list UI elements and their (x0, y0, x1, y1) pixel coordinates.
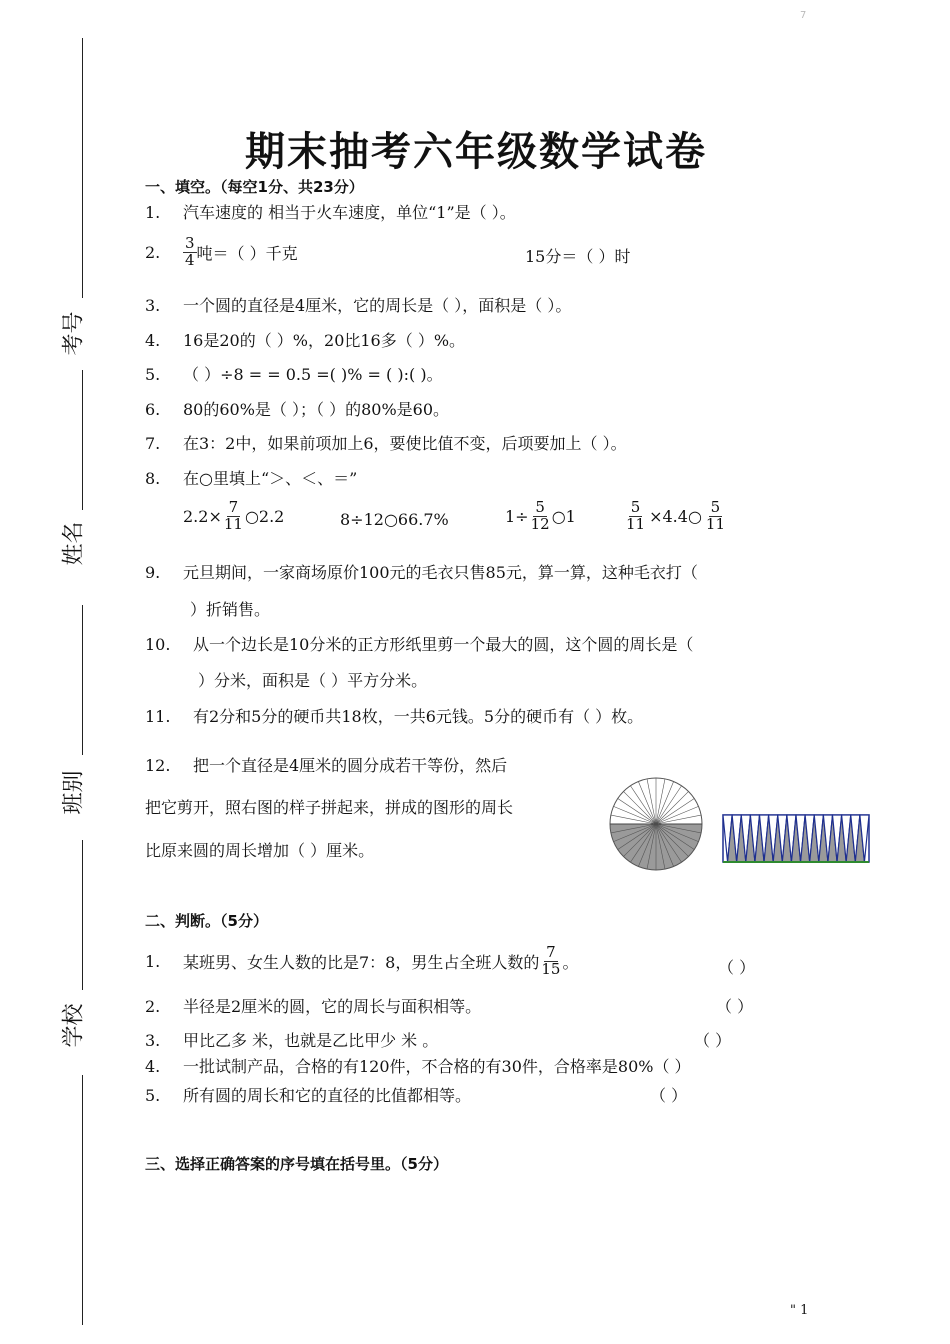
fraction (529, 500, 552, 533)
margin-line (82, 1075, 83, 1325)
compare-expr-1 (183, 500, 284, 533)
fraction (183, 236, 197, 269)
section-heading: 三、选择正确答案的序号填在括号里。（5分） (145, 1155, 448, 1173)
question-7 (145, 431, 627, 454)
denominator: 15 (541, 959, 561, 978)
question-12 (145, 753, 507, 776)
question-number: 1. (145, 203, 161, 222)
fraction (539, 945, 562, 978)
answer-bracket: （ ） (650, 1086, 688, 1105)
answer-bracket: （ ） (716, 997, 754, 1016)
expr-text: ○2.2 (244, 506, 285, 526)
numerator: 7 (546, 943, 556, 961)
question-number: 1. (145, 951, 161, 971)
numerator: 3 (185, 234, 195, 252)
question-10 (145, 632, 693, 655)
question-text: 元旦期间，一家商场原价100元的毛衣只售85元，算一算，这种毛衣打（ (183, 563, 698, 582)
question-number: 6. (145, 400, 161, 419)
school-label: 学校 (61, 1003, 87, 1048)
question-text: 甲比乙多 米，也就是乙比甲少 米 。 (183, 1031, 439, 1050)
question-5 (145, 362, 443, 385)
question-number: 4. (145, 331, 161, 350)
question-text: 把一个直径是4厘米的圆分成若干等份，然后 (193, 756, 508, 775)
question-number: 3. (145, 1031, 161, 1050)
question-number: 2. (145, 997, 161, 1016)
expr-text: ○1 (551, 506, 576, 526)
margin-line (82, 840, 83, 990)
fraction (704, 500, 727, 533)
question-2b: 15分＝（ ）时 (525, 247, 631, 266)
question-number: 5. (145, 1086, 161, 1105)
question-text: 80的60%是（ ）；（ ）的80%是60。 (183, 400, 450, 419)
margin-line (82, 38, 83, 298)
sector-line (656, 791, 689, 824)
question-2 (145, 236, 298, 269)
denominator: 12 (530, 514, 550, 533)
question-11 (145, 704, 643, 727)
expr-text: ×4.4○ (649, 506, 702, 526)
question-number: 7. (145, 434, 161, 453)
denominator: 11 (705, 514, 725, 533)
question-text: 在3：2中，如果前项加上6，要使比值不变，后项要加上（ ）。 (183, 434, 627, 453)
question-12-cont: 比原来圆的周长增加（ ）厘米。 (145, 841, 375, 860)
numerator: 5 (630, 498, 641, 516)
exam-no-label: 考号 (61, 311, 87, 356)
divided-circle-figure (608, 776, 704, 872)
numerator: 5 (710, 498, 721, 516)
question-number: 9. (145, 563, 161, 582)
denominator: 11 (223, 514, 243, 533)
question-text: 一个圆的直径是4厘米，它的周长是（ ），面积是（ ）。 (183, 296, 572, 315)
judge-question-3 (145, 1028, 438, 1051)
question-number: 11. (145, 707, 171, 726)
header-mark: 7 (800, 10, 807, 21)
question-text: 半径是2厘米的圆，它的周长与面积相等。 (183, 997, 482, 1016)
judge-question-4 (145, 1054, 691, 1077)
compare-expr-2: 8÷12○66.7% (340, 510, 449, 529)
expr-text: 1÷ (505, 506, 529, 526)
numerator: 7 (228, 498, 239, 516)
rearranged-strip-figure (722, 814, 870, 864)
numerator: 5 (535, 498, 545, 516)
question-8 (145, 466, 357, 489)
question-text: 汽车速度的 相当于火车速度，单位“1”是（ ）。 (183, 203, 516, 222)
denominator: 11 (626, 514, 646, 533)
question-9-cont: ）折销售。 (190, 600, 271, 619)
section-heading: 二、判断。（5分） (145, 912, 268, 930)
fraction (222, 500, 245, 533)
judge-question-1 (145, 945, 578, 978)
section-heading: 一、填空。（每空1分、共23分） (145, 178, 364, 196)
answer-bracket: （ ） (718, 958, 756, 977)
question-text: 一批试制产品，合格的有120件，不合格的有30件，合格率是80%（ ） (183, 1057, 691, 1076)
name-label: 姓名 (61, 521, 87, 566)
page-title: 期末抽考六年级数学试卷 (245, 129, 707, 175)
question-number: 8. (145, 469, 161, 488)
question-number: 12. (145, 756, 171, 775)
page-number: " 1 (790, 1303, 809, 1318)
compare-expr-3 (505, 500, 576, 533)
question-text: 16是20的（ ）%，20比16多（ ）%。 (183, 331, 466, 350)
question-text: 有2分和5分的硬币共18枚，一共6元钱。5分的硬币有（ ）枚。 (193, 707, 644, 726)
question-text: （ ）÷8 = = 0.5 =( )% = ( ):( )。 (183, 365, 443, 384)
question-text: 吨＝（ ）千克 (196, 243, 298, 263)
question-3 (145, 293, 571, 316)
answer-bracket: （ ） (694, 1031, 732, 1050)
denominator: 4 (185, 250, 195, 269)
expr-text: 2.2× (183, 506, 222, 526)
question-text: 从一个边长是10分米的正方形纸里剪一个最大的圆，这个圆的周长是（ (193, 635, 694, 654)
class-label: 班别 (61, 770, 87, 815)
question-1 (145, 200, 516, 223)
question-number: 2. (145, 242, 161, 262)
margin-line (82, 370, 83, 510)
question-number: 10. (145, 635, 171, 654)
question-text: 在○里填上“＞、＜、＝” (183, 469, 358, 488)
sector-line (623, 791, 656, 824)
question-12-cont: 把它剪开，照右图的样子拼起来，拼成的图形的周长 (145, 798, 514, 817)
question-text: 。 (562, 952, 579, 972)
question-4 (145, 328, 465, 351)
question-9 (145, 560, 698, 583)
compare-expr-4 (624, 500, 727, 533)
question-text: 某班男、女生人数的比是7：8，男生占全班人数的 (183, 952, 540, 972)
question-6 (145, 397, 449, 420)
question-number: 4. (145, 1057, 161, 1076)
question-10-cont: ）分米，面积是（ ）平方分米。 (198, 671, 428, 690)
judge-question-5 (145, 1083, 471, 1106)
fraction (624, 500, 647, 533)
judge-question-2 (145, 994, 481, 1017)
margin-line (82, 605, 83, 755)
question-number: 5. (145, 365, 161, 384)
question-number: 3. (145, 296, 161, 315)
question-text: 所有圆的周长和它的直径的比值都相等。 (183, 1086, 472, 1105)
